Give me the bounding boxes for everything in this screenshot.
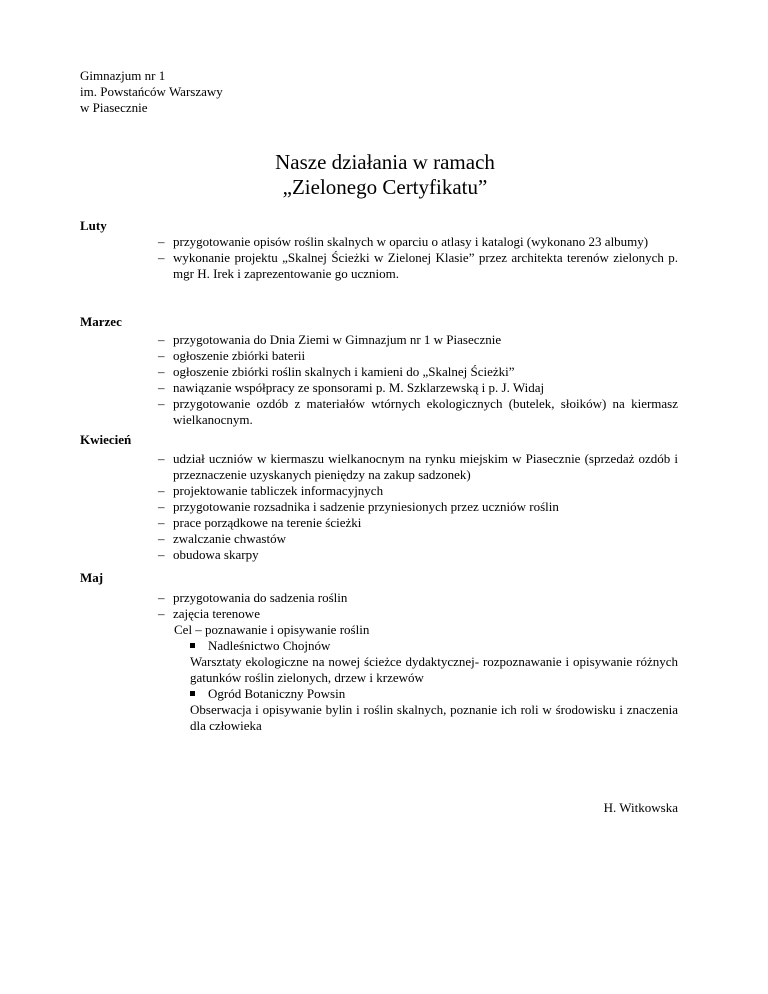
place-item [190,638,678,654]
month-heading-marzec: Marzec [80,314,122,329]
place-name: Ogród Botaniczny Powsin [208,686,346,701]
list-item: – wykonanie projektu „Skalnej Ścieżki w Zielonej Klasie” przez architekta terenów zielonych p. mgr H. Irek i zaprezentowanie go uczniom. [158,250,678,281]
list-item: – zajęcia terenowe [158,606,260,621]
school-patron: im. Powstańców Warszawy [80,84,223,99]
list-item: – obudowa skarpy [158,547,259,562]
list-item: – prace porządkowe na terenie ścieżki [158,515,362,530]
list-item: – przygotowania do sadzenia roślin [158,590,348,605]
school-name: Gimnazjum nr 1 [80,68,166,83]
place-description: Obserwacja i opisywanie bylin i roślin skalnych, poznanie ich roli w środowisku i znaczenia dla człowieka [190,702,678,733]
school-header [80,68,223,116]
title-line-2: „Zielonego Certyfikatu” [282,175,488,199]
title-line-1: Nasze działania w ramach [275,150,495,174]
square-bullet-icon [190,643,195,648]
month-heading-kwiecien: Kwiecień [80,432,132,447]
school-location: w Piasecznie [80,100,148,115]
month-list-luty [158,234,678,282]
place-name: Nadleśnictwo Chojnów [208,638,331,653]
document-title [180,150,590,200]
list-item: – ogłoszenie zbiórki baterii [158,348,306,363]
list-item: – ogłoszenie zbiórki roślin skalnych i kamieni do „Skalnej Ścieżki” [158,364,515,379]
month-list-maj [158,590,678,622]
signature: H. Witkowska [603,800,678,815]
list-item: – przygotowanie ozdób z materiałów wtórnych ekologicznych (butelek, słoików) na kiermasz wielkanocnym. [158,396,678,427]
month-heading-maj: Maj [80,570,104,585]
month-heading-luty: Luty [80,218,107,233]
field-trip-section [174,622,678,734]
list-item: – udział uczniów w kiermaszu wielkanocnym na rynku miejskim w Piasecznie (sprzedaż ozdób i przeznaczenie uzyskanych pieniędzy na zakup sadzonek) [158,451,678,482]
goal-text: Cel – poznawanie i opisywanie roślin [174,622,370,637]
list-item: – zwalczanie chwastów [158,531,286,546]
list-item: – projektowanie tabliczek informacyjnych [158,483,384,498]
place-item [190,686,678,702]
list-item: – nawiązanie współpracy ze sponsorami p. M. Szklarzewską i p. J. Widaj [158,380,545,395]
month-list-kwiecien [158,451,678,563]
place-description: Warsztaty ekologiczne na nowej ścieżce dydaktycznej- rozpoznawanie i opisywanie różnych gatunków roślin zielonych, drzew i krzewów [190,654,678,685]
list-item: – przygotowanie opisów roślin skalnych w oparciu o atlasy i katalogi (wykonano 23 albumy) [158,234,649,249]
month-list-marzec [158,332,678,428]
list-item: – przygotowanie rozsadnika i sadzenie przyniesionych przez uczniów roślin [158,499,559,514]
square-bullet-icon [190,691,195,696]
list-item: – przygotowania do Dnia Ziemi w Gimnazjum nr 1 w Piasecznie [158,332,502,347]
